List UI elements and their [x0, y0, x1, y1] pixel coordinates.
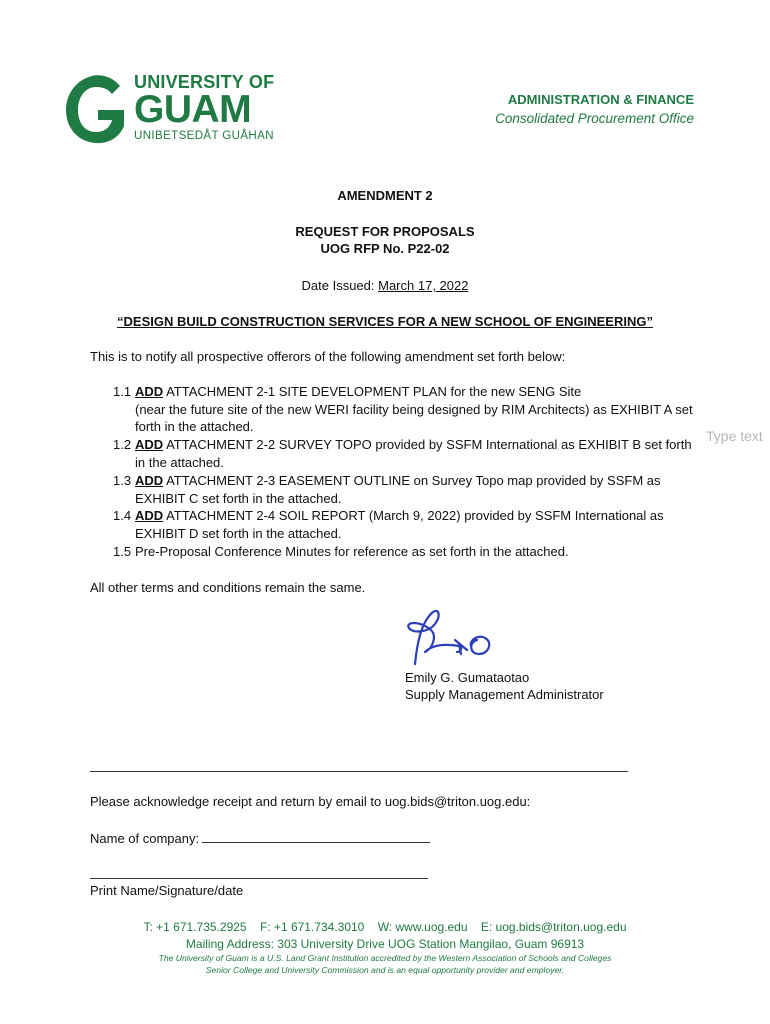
footer-fax: F: +1 671.734.3010	[259, 920, 365, 934]
item-text: ATTACHMENT 2-4 SOIL REPORT (March 9, 2022) provided by SSFM International as	[166, 508, 664, 523]
item-text: EXHIBIT C set forth in the attached.	[135, 490, 342, 506]
company-name-label: Name of company:	[90, 831, 200, 846]
footer-email[interactable]: E: uog.bids@triton.uog.edu	[480, 920, 627, 934]
office-name: Consolidated Procurement Office	[495, 111, 694, 126]
item-number: 1.5	[113, 544, 132, 559]
item-text: in the attached.	[135, 454, 224, 470]
print-name-label: Print Name/Signature/date	[90, 883, 244, 898]
footer-equal-opportunity-note: Senior College and University Commission and is an equal opportunity provider and employer.	[205, 965, 565, 975]
footer-accreditation-note: The University of Guam is a U.S. Land Grant Institution accredited by the Western Association of Schools and Colleges	[158, 953, 612, 963]
item-text: Pre-Proposal Conference Minutes for reference as set forth in the attached.	[135, 544, 569, 559]
signature-field-line[interactable]	[90, 878, 428, 879]
logo-text-chamorro: UNIBETSEDÅT GUÅHAN	[134, 130, 274, 142]
footer-phone: T: +1 671.735.2925	[143, 920, 247, 934]
footer-mailing-address: Mailing Address: 303 University Drive UOG Station Mangilao, Guam 96913	[185, 937, 585, 951]
item-number: 1.1	[113, 384, 132, 399]
amendment-item-1-2	[113, 436, 692, 471]
intro-text: This is to notify all prospective offerors of the following amendment set forth below:	[90, 349, 566, 364]
item-keyword: ADD	[135, 437, 164, 452]
project-title: “DESIGN BUILD CONSTRUCTION SERVICES FOR A NEW SCHOOL OF ENGINEERING”	[117, 314, 653, 329]
item-keyword: ADD	[135, 384, 164, 399]
logo-text-university-of: UNIVERSITY OF	[134, 72, 275, 92]
amendment-heading: AMENDMENT 2	[337, 188, 433, 203]
amendment-item-1-1	[113, 383, 693, 436]
item-text: ATTACHMENT 2-3 EASEMENT OUTLINE on Survey Topo map provided by SSFM as	[166, 473, 661, 488]
company-name-field[interactable]	[202, 830, 430, 843]
rfp-number: UOG RFP No. P22-02	[320, 241, 450, 256]
amendment-item-1-3	[113, 472, 660, 507]
handwritten-signature	[403, 604, 503, 666]
item-keyword: ADD	[135, 473, 164, 488]
closing-text: All other terms and conditions remain the same.	[90, 580, 366, 595]
signer-name: Emily G. Gumataotao	[405, 670, 530, 685]
item-number: 1.3	[113, 473, 132, 488]
department-name: ADMINISTRATION & FINANCE	[507, 92, 694, 107]
item-text: ATTACHMENT 2-1 SITE DEVELOPMENT PLAN for the new SENG Site	[166, 384, 582, 399]
acknowledge-instruction: Please acknowledge receipt and return by email to uog.bids@triton.uog.edu:	[90, 794, 531, 809]
university-seal-icon	[62, 72, 132, 146]
amendment-item-1-4	[113, 507, 664, 542]
university-logo	[62, 70, 277, 150]
signer-role: Supply Management Administrator	[405, 687, 604, 702]
footer-website[interactable]: W: www.uog.edu	[377, 920, 468, 934]
item-text: EXHIBIT D set forth in the attached.	[135, 525, 342, 541]
item-keyword: ADD	[135, 508, 164, 523]
date-issued-value: March 17, 2022	[378, 278, 469, 293]
company-name-row	[90, 830, 430, 846]
item-text: ATTACHMENT 2-2 SURVEY TOPO provided by SSFM International as EXHIBIT B set forth	[166, 437, 692, 452]
divider-line	[90, 771, 628, 772]
date-issued	[0, 278, 770, 293]
type-text-placeholder[interactable]: Type text	[706, 428, 763, 444]
item-text: forth in the attached.	[135, 419, 254, 435]
date-issued-label: Date Issued:	[301, 278, 379, 293]
item-number: 1.2	[113, 437, 132, 452]
item-number: 1.4	[113, 508, 132, 523]
footer-contact	[0, 920, 770, 934]
rfp-title: REQUEST FOR PROPOSALS	[295, 224, 475, 239]
amendment-item-1-5	[113, 543, 569, 561]
logo-text-guam: GUAM	[134, 88, 252, 131]
item-text: (near the future site of the new WERI facility being designed by RIM Architects) as EXHIBIT A set	[135, 401, 693, 417]
